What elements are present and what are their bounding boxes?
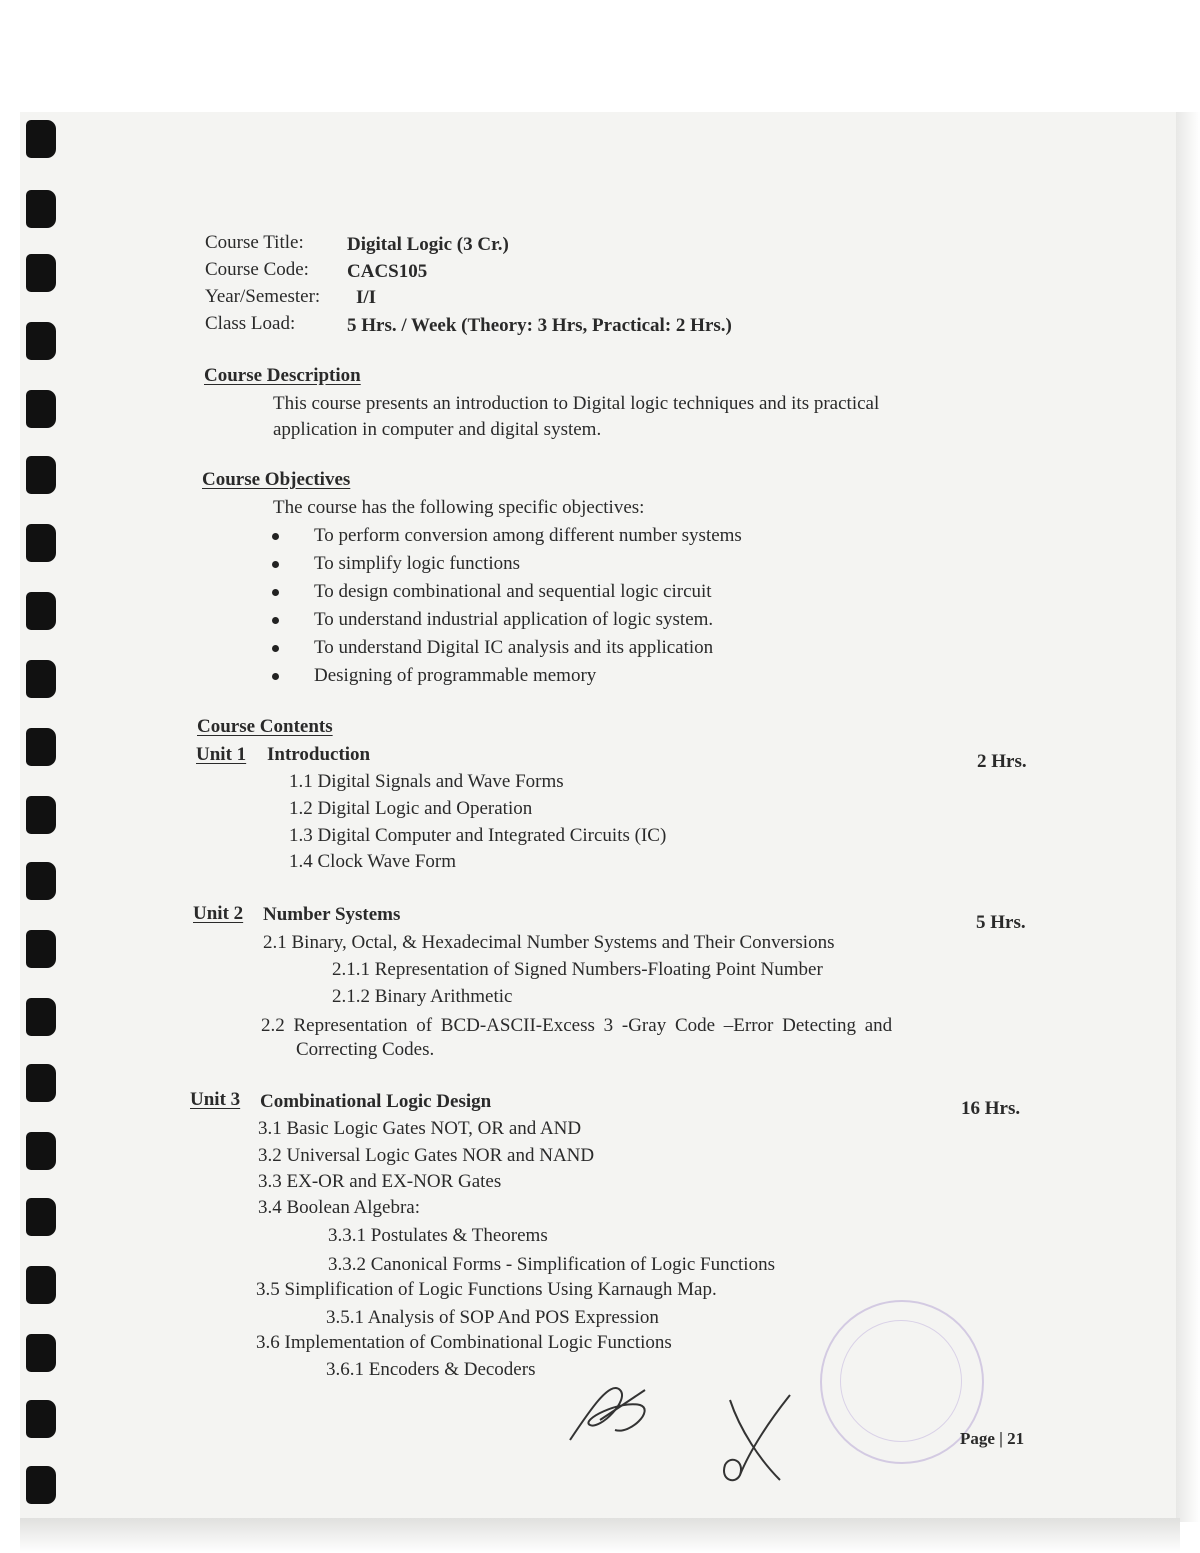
unit-item: 2.1 Binary, Octal, & Hexadecimal Number Systems and Their Conversions (263, 932, 835, 953)
course-description-heading: Course Description (204, 365, 361, 386)
binding-hole (26, 120, 56, 158)
binding-hole (26, 998, 56, 1036)
unit-subitem: 3.3.1 Postulates & Theorems (328, 1225, 548, 1246)
binding-hole (26, 1064, 56, 1102)
objective-item: To simplify logic functions (314, 553, 521, 574)
description-line: application in computer and digital system. (273, 419, 602, 440)
unit-item: 3.6 Implementation of Combinational Logic Functions (256, 1332, 672, 1353)
objective-item: To understand Digital IC analysis and its application (314, 637, 714, 658)
unit-subitem: 2.1.1 Representation of Signed Numbers-Floating Point Number (332, 959, 823, 980)
unit-label: Unit 2 (193, 903, 244, 924)
binding-hole (26, 1198, 56, 1236)
objective-item: To perform conversion among different number systems (314, 525, 742, 546)
bullet-icon (272, 645, 279, 652)
unit-subitem: 3.5.1 Analysis of SOP And POS Expression (326, 1307, 659, 1328)
unit-item: 3.4 Boolean Algebra: (258, 1197, 420, 1218)
bullet-icon (272, 673, 279, 680)
course-title-label: Course Title: (205, 232, 304, 253)
unit-subitem: 2.1.2 Binary Arithmetic (332, 986, 513, 1007)
binding-hole (26, 862, 56, 900)
binding-hole (26, 254, 56, 292)
signature-mark (700, 1390, 810, 1490)
binding-hole (26, 592, 56, 630)
course-code-value: CACS105 (347, 261, 428, 282)
page-edge-shadow (20, 1518, 1180, 1553)
unit-item: Correcting Codes. (296, 1039, 435, 1060)
unit-label: Unit 3 (190, 1089, 241, 1110)
objectives-intro: The course has the following specific objectives: (273, 497, 645, 518)
course-title-value: Digital Logic (3 Cr.) (347, 234, 509, 255)
binding-hole (26, 796, 56, 834)
unit-subitem: 3.6.1 Encoders & Decoders (326, 1359, 536, 1380)
objective-item: To understand industrial application of logic system. (314, 609, 714, 630)
unit-label: Unit 1 (196, 744, 247, 765)
binding-hole (26, 1334, 56, 1372)
class-load-value: 5 Hrs. / Week (Theory: 3 Hrs, Practical: 2 Hrs.) (347, 315, 732, 336)
unit-item: 1.1 Digital Signals and Wave Forms (289, 771, 564, 792)
objective-item: To design combinational and sequential logic circuit (314, 581, 712, 602)
page-edge-shadow (1176, 112, 1200, 1522)
binding-hole (26, 190, 56, 228)
page-number: Page | 21 (960, 1429, 1025, 1448)
unit-title: Combinational Logic Design (260, 1091, 492, 1112)
unit-hours: 5 Hrs. (976, 912, 1026, 933)
description-line: This course presents an introduction to Digital logic techniques and its practical (273, 393, 880, 414)
binding-hole (26, 930, 56, 968)
bullet-icon (272, 617, 279, 624)
binding-hole (26, 1132, 56, 1170)
unit-item: 3.1 Basic Logic Gates NOT, OR and AND (258, 1118, 582, 1139)
binding-hole (26, 1400, 56, 1438)
course-contents-heading: Course Contents (197, 716, 333, 737)
signature-mark (560, 1370, 680, 1450)
binding-hole (26, 728, 56, 766)
class-load-label: Class Load: (205, 313, 296, 334)
unit-item: 3.2 Universal Logic Gates NOR and NAND (258, 1145, 595, 1166)
binding-hole (26, 322, 56, 360)
binding-hole (26, 524, 56, 562)
unit-item: 2.2 Representation of BCD-ASCII-Excess 3 -Gray Code –Error Detecting and (261, 1015, 893, 1036)
unit-item: 1.2 Digital Logic and Operation (289, 798, 533, 819)
unit-item: 3.3 EX-OR and EX-NOR Gates (258, 1171, 502, 1192)
course-objectives-heading: Course Objectives (202, 469, 351, 490)
course-code-label: Course Code: (205, 259, 309, 280)
year-semester-value: I/I (356, 287, 377, 308)
unit-item: 3.5 Simplification of Logic Functions Using Karnaugh Map. (256, 1279, 717, 1300)
year-semester-label: Year/Semester: (205, 286, 321, 307)
unit-subitem: 3.3.2 Canonical Forms - Simplification of Logic Functions (328, 1254, 775, 1275)
binding-hole (26, 390, 56, 428)
unit-item: 1.3 Digital Computer and Integrated Circuits (IC) (289, 825, 667, 846)
binding-hole (26, 1466, 56, 1504)
unit-title: Number Systems (263, 904, 401, 925)
binding-hole (26, 456, 56, 494)
bullet-icon (272, 533, 279, 540)
unit-hours: 16 Hrs. (961, 1098, 1021, 1119)
objective-item: Designing of programmable memory (314, 665, 597, 686)
binding-hole (26, 660, 56, 698)
unit-hours: 2 Hrs. (977, 751, 1027, 772)
bullet-icon (272, 589, 279, 596)
stamp-ring (840, 1320, 962, 1442)
unit-title: Introduction (267, 744, 371, 765)
bullet-icon (272, 561, 279, 568)
binding-hole (26, 1266, 56, 1304)
unit-item: 1.4 Clock Wave Form (289, 851, 456, 872)
